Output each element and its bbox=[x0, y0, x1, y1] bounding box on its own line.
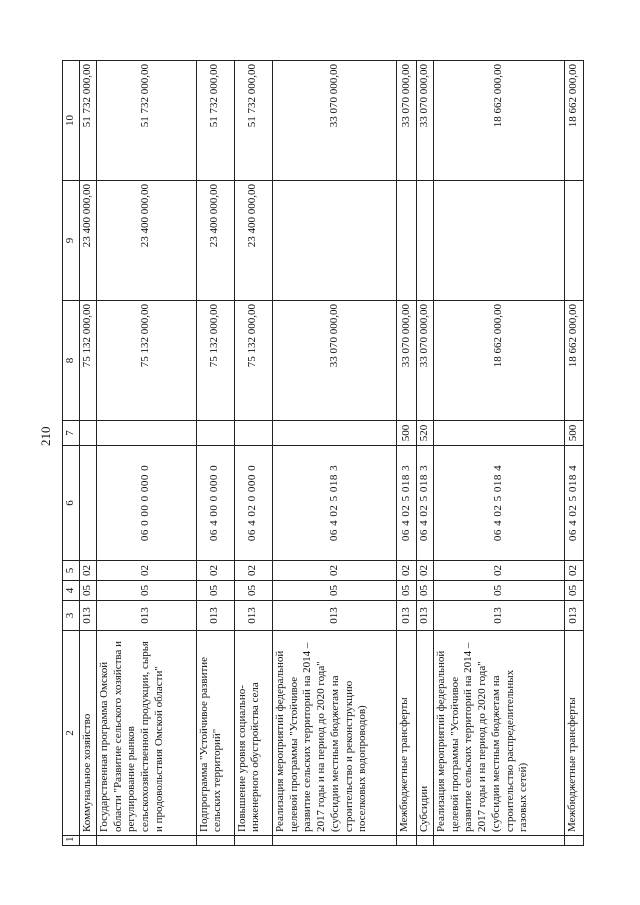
row-c3: 013 bbox=[416, 601, 433, 631]
row-c3: 013 bbox=[79, 601, 96, 631]
row-name: Реализация мероприятий федеральной целевой программы "Устойчивое развитие сельских территорий на 2014 – 2017 годы и на период до 2020 года" (субсидии местным бюджетам на строительство распределительных газовых сетей) bbox=[433, 631, 565, 836]
table-row bbox=[272, 61, 396, 846]
row-c7 bbox=[96, 421, 196, 446]
row-name: Повышение уровня социально-инженерного обустройства села bbox=[234, 631, 272, 836]
row-name: Субсидии bbox=[416, 631, 433, 836]
row-name: Коммунальное хозяйство bbox=[79, 631, 96, 836]
row-c7 bbox=[433, 421, 565, 446]
row-c10: 51 732 000,00 bbox=[234, 61, 272, 181]
row-code: 06 4 02 0 000 0 bbox=[234, 446, 272, 561]
row-c9 bbox=[416, 181, 433, 301]
header-cell: 3 bbox=[63, 601, 80, 631]
row-c8: 75 132 000,00 bbox=[79, 301, 96, 421]
row-c7: 520 bbox=[416, 421, 433, 446]
row-c4: 05 bbox=[565, 581, 584, 601]
row-c3: 013 bbox=[433, 601, 565, 631]
row-c8: 75 132 000,00 bbox=[196, 301, 234, 421]
row-code: 06 4 02 5 018 3 bbox=[272, 446, 396, 561]
row-c4: 05 bbox=[433, 581, 565, 601]
table-row bbox=[96, 61, 196, 846]
row-c10: 33 070 000,00 bbox=[397, 61, 417, 181]
table-row bbox=[416, 61, 433, 846]
row-c3: 013 bbox=[196, 601, 234, 631]
row-c9: 23 400 000,00 bbox=[96, 181, 196, 301]
row-c5: 02 bbox=[79, 561, 96, 581]
row-c4: 05 bbox=[234, 581, 272, 601]
row-c8: 33 070 000,00 bbox=[272, 301, 396, 421]
row-c4: 05 bbox=[79, 581, 96, 601]
row-c4: 05 bbox=[416, 581, 433, 601]
row-code: 06 4 02 5 018 4 bbox=[433, 446, 565, 561]
row-c3: 013 bbox=[272, 601, 396, 631]
row-c9: 23 400 000,00 bbox=[196, 181, 234, 301]
row-name: Межбюджетные трансферты bbox=[397, 631, 417, 836]
row-index-cell bbox=[272, 836, 396, 846]
row-c3: 013 bbox=[565, 601, 584, 631]
row-c9 bbox=[565, 181, 584, 301]
row-name: Межбюджетные трансферты bbox=[565, 631, 584, 836]
row-c4: 05 bbox=[196, 581, 234, 601]
row-index-cell bbox=[196, 836, 234, 846]
row-code: 06 4 02 5 018 3 bbox=[416, 446, 433, 561]
row-c10: 51 732 000,00 bbox=[96, 61, 196, 181]
row-c4: 05 bbox=[397, 581, 417, 601]
header-cell: 5 bbox=[63, 561, 80, 581]
header-cell: 1 bbox=[63, 836, 80, 846]
table-row bbox=[196, 61, 234, 846]
table-row bbox=[397, 61, 417, 846]
row-c9 bbox=[272, 181, 396, 301]
row-c8: 18 662 000,00 bbox=[565, 301, 584, 421]
row-c8: 75 132 000,00 bbox=[96, 301, 196, 421]
row-c7 bbox=[79, 421, 96, 446]
row-c7 bbox=[272, 421, 396, 446]
row-index-cell bbox=[433, 836, 565, 846]
row-index-cell bbox=[234, 836, 272, 846]
budget-table-rotated bbox=[62, 61, 584, 846]
row-index-cell bbox=[79, 836, 96, 846]
page-number: 210 bbox=[38, 426, 53, 446]
row-index-cell bbox=[565, 836, 584, 846]
row-name: Государственная программа Омской области "Развитие сельского хозяйства и регулирование рынков сельскохозяйственной продукции, сырья и продовольствия Омской области" bbox=[96, 631, 196, 836]
row-code: 06 0 00 0 000 0 bbox=[96, 446, 196, 561]
header-cell: 9 bbox=[63, 181, 80, 301]
row-c5: 02 bbox=[565, 561, 584, 581]
header-cell: 4 bbox=[63, 581, 80, 601]
row-c9: 23 400 000,00 bbox=[234, 181, 272, 301]
row-c10: 18 662 000,00 bbox=[565, 61, 584, 181]
row-c5: 02 bbox=[234, 561, 272, 581]
row-c4: 05 bbox=[272, 581, 396, 601]
table-row bbox=[565, 61, 584, 846]
row-c10: 18 662 000,00 bbox=[433, 61, 565, 181]
row-code: 06 4 02 5 018 3 bbox=[397, 446, 417, 561]
header-cell: 8 bbox=[63, 301, 80, 421]
row-c10: 51 732 000,00 bbox=[79, 61, 96, 181]
table-row bbox=[79, 61, 96, 846]
table-header bbox=[63, 61, 80, 846]
row-c8: 18 662 000,00 bbox=[433, 301, 565, 421]
row-code: 06 4 00 0 000 0 bbox=[196, 446, 234, 561]
header-cell: 6 bbox=[63, 446, 80, 561]
row-code: 06 4 02 5 018 4 bbox=[565, 446, 584, 561]
table-row bbox=[433, 61, 565, 846]
row-c9 bbox=[397, 181, 417, 301]
row-index-cell bbox=[397, 836, 417, 846]
row-c10: 51 732 000,00 bbox=[196, 61, 234, 181]
row-c5: 02 bbox=[397, 561, 417, 581]
row-c10: 33 070 000,00 bbox=[416, 61, 433, 181]
row-c5: 02 bbox=[196, 561, 234, 581]
row-c5: 02 bbox=[96, 561, 196, 581]
row-index-cell bbox=[96, 836, 196, 846]
row-index-cell bbox=[416, 836, 433, 846]
table-row bbox=[234, 61, 272, 846]
row-c8: 75 132 000,00 bbox=[234, 301, 272, 421]
row-c5: 02 bbox=[416, 561, 433, 581]
row-code bbox=[79, 446, 96, 561]
row-name: Реализация мероприятий федеральной целевой программы "Устойчивое развитие сельских территорий на 2014 – 2017 годы и на период до 2020 года" (субсидии местным бюджетам на строительство и реконструкцию поселковых водопроводов) bbox=[272, 631, 396, 836]
row-c5: 02 bbox=[433, 561, 565, 581]
row-name: Подпрограмма "Устойчивое развитие сельских территорий" bbox=[196, 631, 234, 836]
row-c7: 500 bbox=[397, 421, 417, 446]
header-cell: 10 bbox=[63, 61, 80, 181]
row-c3: 013 bbox=[234, 601, 272, 631]
row-c7 bbox=[196, 421, 234, 446]
row-c8: 33 070 000,00 bbox=[397, 301, 417, 421]
row-c9: 23 400 000,00 bbox=[79, 181, 96, 301]
header-cell: 7 bbox=[63, 421, 80, 446]
budget-table bbox=[62, 60, 584, 846]
row-c8: 33 070 000,00 bbox=[416, 301, 433, 421]
row-c3: 013 bbox=[397, 601, 417, 631]
row-c7: 500 bbox=[565, 421, 584, 446]
header-cell: 2 bbox=[63, 631, 80, 836]
row-c5: 02 bbox=[272, 561, 396, 581]
row-c10: 33 070 000,00 bbox=[272, 61, 396, 181]
row-c3: 013 bbox=[96, 601, 196, 631]
row-c7 bbox=[234, 421, 272, 446]
row-c9 bbox=[433, 181, 565, 301]
row-c4: 05 bbox=[96, 581, 196, 601]
